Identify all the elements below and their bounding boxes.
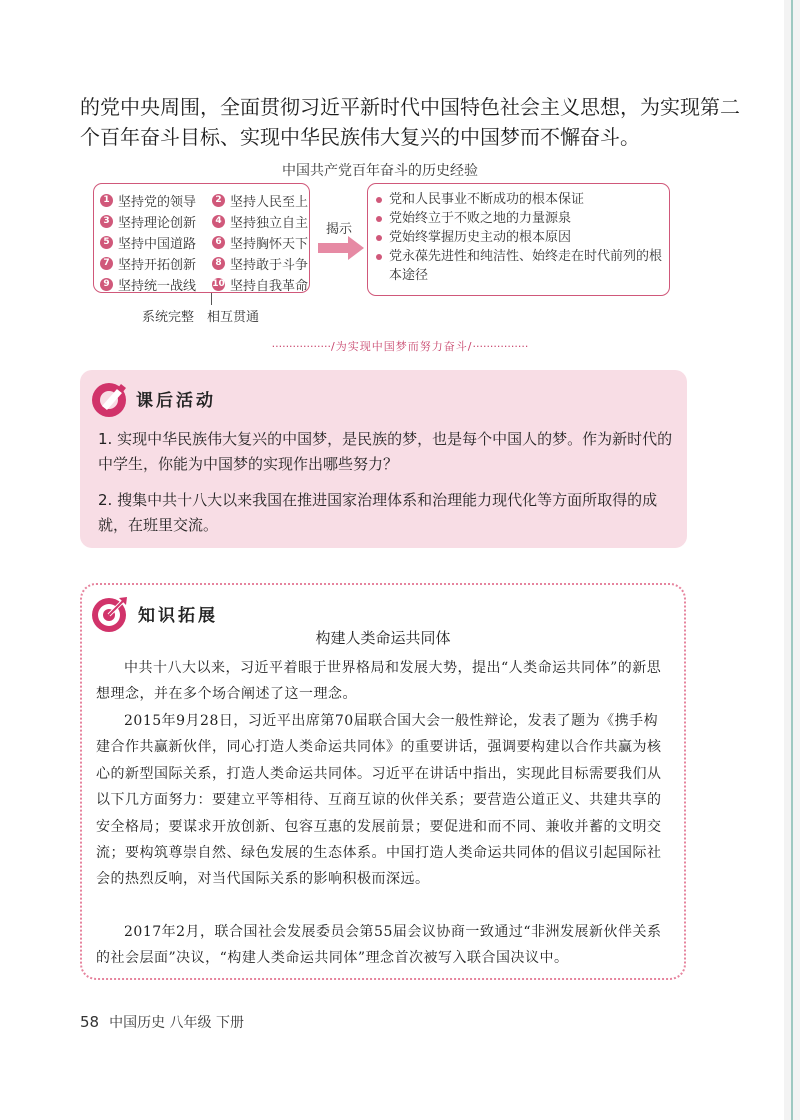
slogan-text: /为实现中国梦而努力奋斗/ <box>331 340 473 353</box>
bullet-dot <box>376 216 382 222</box>
number-badge: 6 <box>212 236 225 249</box>
activity-panel <box>80 370 687 548</box>
number-badge: 2 <box>212 194 225 207</box>
principle-item <box>100 233 212 251</box>
principles-grid <box>100 191 312 293</box>
book-title: 中国历史 八年级 下册 <box>109 1015 244 1031</box>
knowledge-paragraph-1: 中共十八大以来，习近平着眼于世界格局和发展大势，提出“人类命运共同体”的新思想理念，并在多个场合阐述了这一理念。 <box>96 660 662 703</box>
revelation-text: 党始终立于不败之地的力量源泉 <box>389 211 572 226</box>
diagram-title: 中国共产党百年奋斗的历史经验 <box>282 163 478 179</box>
principle-item <box>100 191 212 209</box>
revelation-item <box>374 190 664 209</box>
revelations-box <box>367 183 670 296</box>
slogan-line <box>0 338 800 354</box>
principle-text: 坚持理论创新 <box>118 215 197 231</box>
number-badge: 10 <box>212 278 225 289</box>
principle-text: 坚持敢于斗争 <box>230 257 309 273</box>
principle-text: 坚持胸怀天下 <box>230 236 309 252</box>
knowledge-paragraph-2: 2015年9月28日，习近平出席第70届联合国大会一般性辩论，发表了题为《携手构建合作共赢新伙伴，同心打造人类命运共同体》的重要讲话，强调要构建以合作共赢为核心的新型国际关系，打造人类命运共同体。习近平在讲话中指出，实现此目标需要我们从以下几方面努力：要建立平等相待、互商互谅的伙伴关系；要营造公道正义、共建共享的安全格局；要谋求开放创新、包容互惠的发展前景；要促进和而不同、兼收并蓄的文明交流；要构筑尊崇自然、绿色发展的生态体系。中国打造人类命运共同体的倡议引起国际社会的热烈反响，对当代国际关系的影响积极而深远。 <box>96 713 662 888</box>
caption-coherent: 相互贯通 <box>207 310 260 325</box>
slogan-dots: ················· <box>271 340 332 353</box>
principle-text: 坚持中国道路 <box>118 236 197 252</box>
knowledge-heading: 知识拓展 <box>138 606 218 626</box>
page-footer <box>80 1012 244 1032</box>
principle-text: 坚持自我革命 <box>230 278 309 294</box>
knowledge-panel <box>80 583 686 980</box>
bullet-dot <box>376 254 382 260</box>
revelation-item <box>374 247 664 285</box>
number-badge: 7 <box>100 257 113 270</box>
principle-text: 坚持独立自主 <box>230 215 309 231</box>
right-arrow-icon <box>318 236 364 260</box>
page-edge-strip <box>784 0 800 1120</box>
number-badge: 8 <box>212 257 225 270</box>
revelations-list <box>374 190 664 285</box>
activity-question-1: 1. 实现中华民族伟大复兴的中国梦，是民族的梦，也是每个中国人的梦。作为新时代的中学生，你能为中国梦的实现作出哪些努力？ <box>98 430 673 473</box>
revelation-text: 党和人民事业不断成功的根本保证 <box>389 192 585 207</box>
principle-item <box>100 212 212 230</box>
number-badge: 1 <box>100 194 113 207</box>
number-badge: 3 <box>100 215 113 228</box>
activity-heading: 课后活动 <box>136 391 216 411</box>
principle-text: 坚持开拓创新 <box>118 257 197 273</box>
page-number: 58 <box>80 1013 100 1031</box>
principles-box <box>93 183 310 293</box>
pen-activity-icon <box>88 376 134 422</box>
principle-text: 坚持人民至上 <box>230 194 309 210</box>
intro-paragraph <box>80 92 740 152</box>
bullet-dot <box>376 235 382 241</box>
principle-item <box>100 254 212 272</box>
principle-item <box>212 254 312 272</box>
revelation-item <box>374 228 664 247</box>
bracket-line <box>211 293 212 305</box>
knowledge-paragraph-3: 2017年2月，联合国社会发展委员会第55届会议协商一致通过“非洲发展新伙伴关系的社会层面”决议，“构建人类命运共同体”理念首次被写入联合国决议中。 <box>96 924 662 967</box>
number-badge: 5 <box>100 236 113 249</box>
principle-text: 坚持统一战线 <box>118 278 197 294</box>
slogan-dots: ················ <box>472 340 529 353</box>
revelation-text: 党永葆先进性和纯洁性、始终走在时代前列的根本途径 <box>389 249 663 283</box>
revelation-item <box>374 209 664 228</box>
intro-line: 个百年奋斗目标、实现中华民族伟大复兴的中国梦而不懈奋斗。 <box>80 125 640 149</box>
bullet-dot <box>376 197 382 203</box>
number-badge: 9 <box>100 278 113 291</box>
principle-item <box>212 275 312 293</box>
principle-item <box>212 233 312 251</box>
principle-item <box>212 191 312 209</box>
intro-line: 的党中央周围，全面贯彻习近平新时代中国特色社会主义思想，为实现第二 <box>80 95 740 119</box>
revelation-text: 党始终掌握历史主动的根本原因 <box>389 230 572 245</box>
caption-systematic: 系统完整 <box>142 310 195 325</box>
principle-item <box>100 275 212 293</box>
activity-question-2: 2. 搜集中共十八大以来我国在推进国家治理体系和治理能力现代化等方面所取得的成就，在班里交流。 <box>98 491 658 534</box>
principle-item <box>212 212 312 230</box>
number-badge: 4 <box>212 215 225 228</box>
arrow-label: 揭示 <box>326 222 353 237</box>
principle-text: 坚持党的领导 <box>118 194 197 210</box>
knowledge-title: 构建人类命运共同体 <box>315 629 451 647</box>
